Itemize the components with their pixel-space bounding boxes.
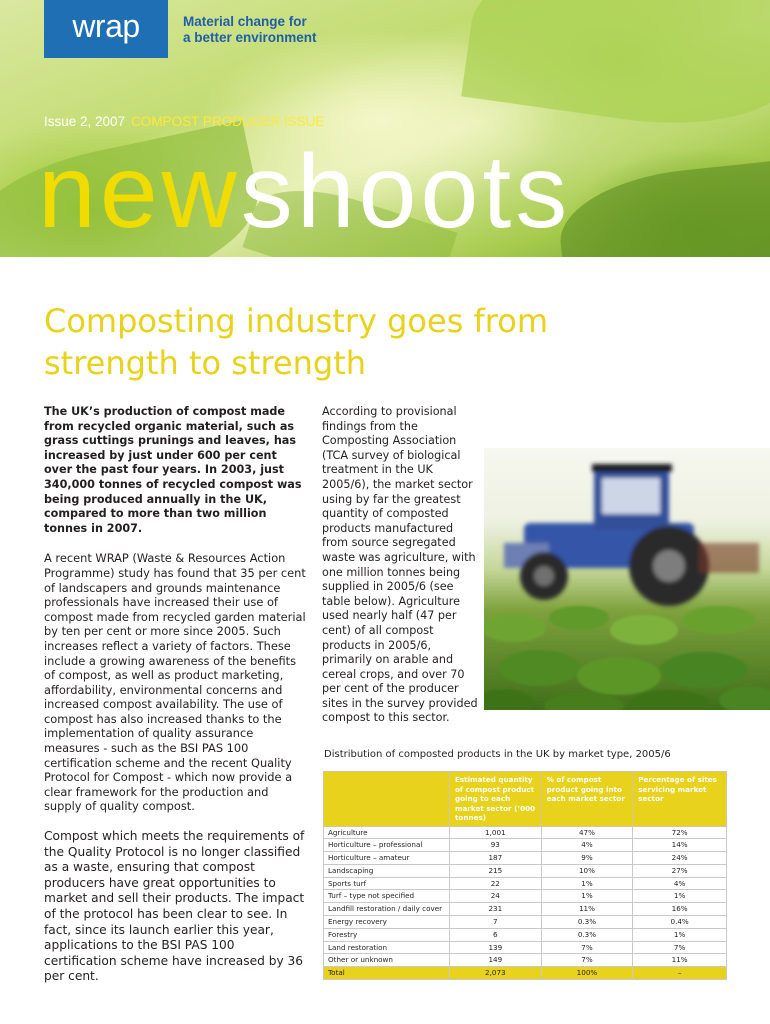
table-cell: 1%: [541, 890, 633, 903]
table-cell: Landscaping: [324, 864, 450, 877]
tractor-field-photo: [484, 448, 770, 710]
table-row: [324, 941, 727, 954]
table-cell: 1%: [633, 928, 727, 941]
table-row: [324, 839, 727, 852]
article-paragraph: Compost which meets the requirements of the Quality Protocol is no longer classified as a waste, ensuring that compost producers have great opportunities to market and sell their products. The impact of the protocol has been clear to see. In fact, since its launch earlier this year, applications to the BSI PAS 100 certification scheme have increased by 36 per cent.: [44, 829, 305, 984]
table-cell: Land restoration: [324, 941, 450, 954]
headline-line-2: strength to strength: [44, 344, 367, 382]
brand-tagline: [183, 14, 317, 46]
table-cell: 4%: [633, 877, 727, 890]
table-cell: 0.3%: [541, 928, 633, 941]
article-paragraph: A recent WRAP (Waste & Resources Action Programme) study has found that 35 per cent of landscapers and grounds maintenance professionals have increased their use of compost made from recycled garden material by ten per cent or more since 2005. Such increases reflect a variety of factors. These include a growing awareness of the benefits of compost, as well as product marketing, affordability, environmental concerns and increased compost availability. The use of compost has also increased thanks to the implementation of quality assurance measures - such as the BSI PAS 100 certification scheme and the recent Quality Protocol for Compost - which now provide a clear framework for the production and supply of quality compost.: [44, 551, 306, 814]
table-cell: 27%: [633, 864, 727, 877]
table-cell: 2,073: [449, 967, 541, 980]
wrap-logo[interactable]: [44, 0, 168, 58]
masthead-part-new: new: [38, 134, 241, 250]
table-total-row: [324, 967, 727, 980]
table-header-cell: Estimated quantity of compost product going to each market sector (’000 tonnes): [449, 772, 541, 827]
table-cell: 9%: [541, 852, 633, 865]
article-right-column: According to provisional findings from the Composting Association (TCA survey of biological treatment in the UK 2005/6), the market sector using by far the greatest quantity of composted products manufactured from source segregated waste was agriculture, with one million tonnes being supplied in 2005/6 (see table below). Agriculture used nearly half (47 per cent) of all compost products in 2005/6, primarily on arable and cereal crops, and over 70 per cent of the producer sites in the survey provided compost to this sector.: [322, 405, 478, 725]
table-cell: 1%: [633, 890, 727, 903]
logo-text: wrap: [72, 8, 140, 44]
table-cell: Other or unknown: [324, 954, 450, 967]
table-cell: 7%: [541, 941, 633, 954]
table-row: [324, 864, 727, 877]
leaf-shape: [461, 0, 770, 142]
table-cell: 100%: [541, 967, 633, 980]
article-lead: The UK’s production of compost made from recycled organic material, such as grass cuttings prunings and leaves, has increased by just under 600 per cent over the past four years. In 2003, just 340,000 tonnes of recycled compost was being produced annually in the UK, compared to more than two million tonnes in 2007.: [44, 405, 302, 535]
table-cell: Forestry: [324, 928, 450, 941]
table-cell: 215: [449, 864, 541, 877]
headline-line-1: Composting industry goes from: [44, 302, 548, 340]
table-row: [324, 890, 727, 903]
table-cell: –: [633, 967, 727, 980]
table-cell: 11%: [541, 903, 633, 916]
table-header-cell: [324, 772, 450, 827]
masthead-part-shoots: shoots: [240, 134, 572, 250]
table-cell: 187: [449, 852, 541, 865]
table-row: [324, 826, 727, 839]
tractor-illustration: [484, 448, 770, 710]
table-cell: 0.3%: [541, 916, 633, 929]
table-cell: 93: [449, 839, 541, 852]
table-cell: 231: [449, 903, 541, 916]
tagline-line-1: Material change for: [183, 14, 307, 29]
issue-label: COMPOST PRODUCER ISSUE: [131, 114, 325, 129]
table-cell: 16%: [633, 903, 727, 916]
table-row: [324, 954, 727, 967]
table-header-cell: Percentage of sites servicing market sector: [633, 772, 727, 827]
leaf-shape: [554, 157, 770, 257]
table-row: [324, 916, 727, 929]
table-cell: 24%: [633, 852, 727, 865]
table-cell: Agriculture: [324, 826, 450, 839]
issue-number: Issue 2, 2007: [44, 114, 126, 129]
tagline-line-2: a better environment: [183, 30, 317, 45]
table-cell: 4%: [541, 839, 633, 852]
table-cell: 24: [449, 890, 541, 903]
table-cell: 72%: [633, 826, 727, 839]
article-left-column: [44, 405, 308, 985]
table-cell: 11%: [633, 954, 727, 967]
table-cell: 7: [449, 916, 541, 929]
table-cell: Landfill restoration / daily cover: [324, 903, 450, 916]
article-headline: [44, 300, 684, 384]
issue-line: [44, 114, 324, 129]
table-cell: 7%: [541, 954, 633, 967]
table-cell: 47%: [541, 826, 633, 839]
table-cell: Sports turf: [324, 877, 450, 890]
table-cell: 1,001: [449, 826, 541, 839]
table-cell: Horticulture – professional: [324, 839, 450, 852]
table-cell: 7%: [633, 941, 727, 954]
table-cell: 1%: [541, 877, 633, 890]
table-cell: Energy recovery: [324, 916, 450, 929]
table-cell: 10%: [541, 864, 633, 877]
table-row: [324, 877, 727, 890]
masthead-title: [38, 132, 571, 252]
table-header-row: [324, 772, 727, 827]
table-caption: Distribution of composted products in the UK by market type, 2005/6: [324, 749, 671, 760]
table-cell: 139: [449, 941, 541, 954]
table-cell: 22: [449, 877, 541, 890]
table-cell: 0.4%: [633, 916, 727, 929]
table-row: [324, 903, 727, 916]
table-cell: Total: [324, 967, 450, 980]
masthead-banner: [0, 0, 770, 257]
table-cell: 149: [449, 954, 541, 967]
table-cell: Horticulture – amateur: [324, 852, 450, 865]
table-cell: 6: [449, 928, 541, 941]
table-row: [324, 852, 727, 865]
table-row: [324, 928, 727, 941]
table-header-cell: % of compost product going into each market sector: [541, 772, 633, 827]
market-distribution-table: [323, 771, 727, 980]
table-cell: Turf – type not specified: [324, 890, 450, 903]
table-cell: 14%: [633, 839, 727, 852]
